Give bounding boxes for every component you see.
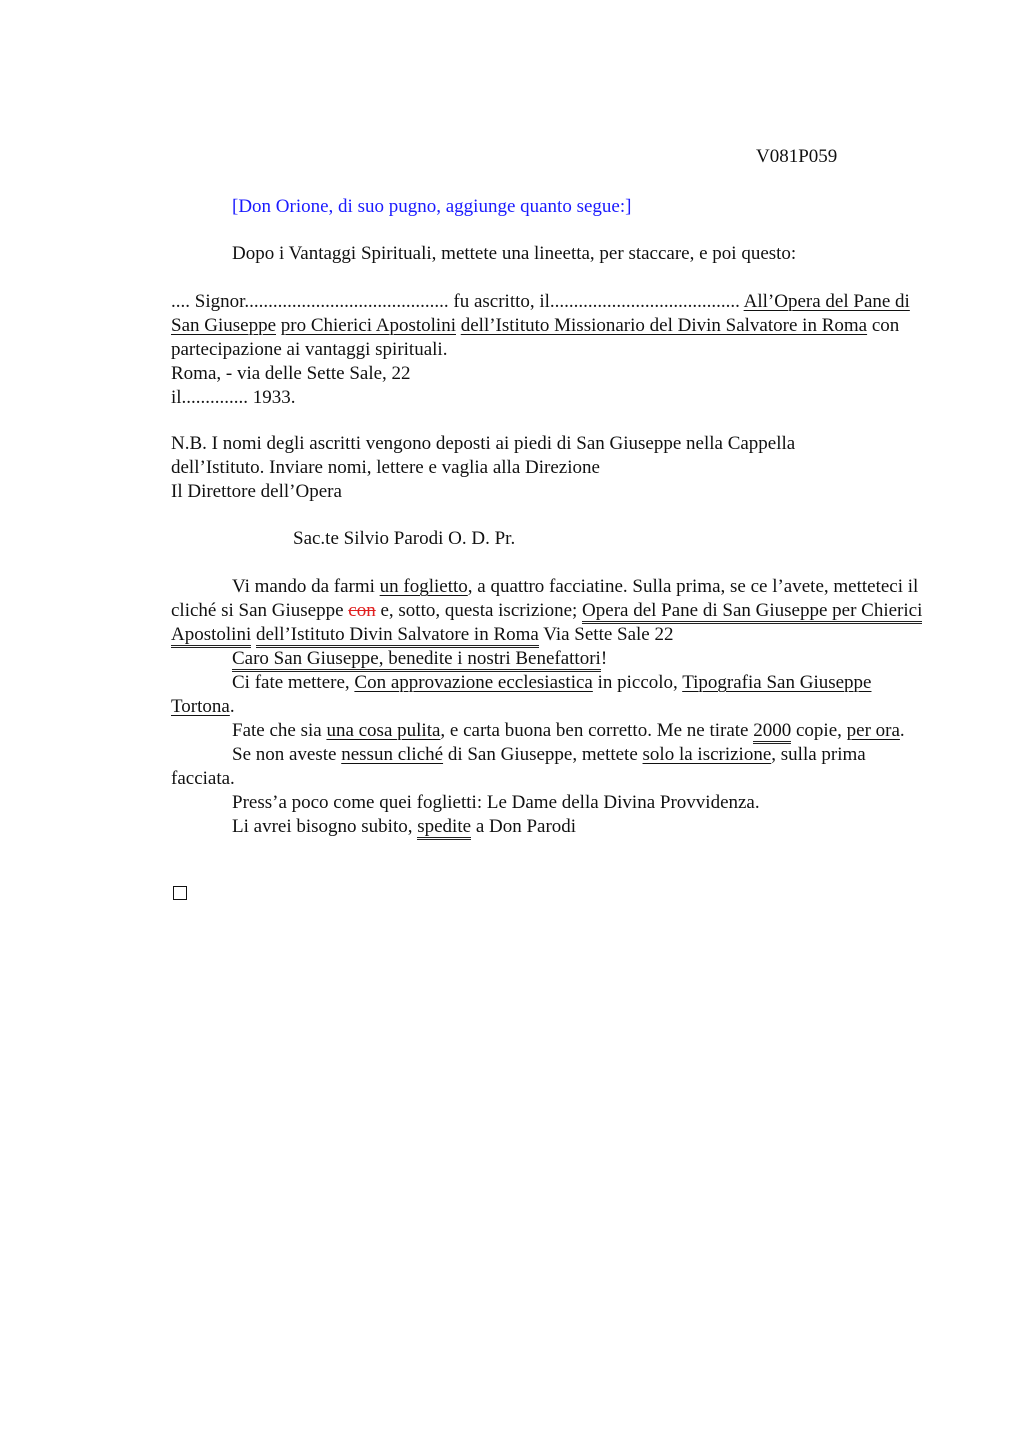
double-underlined-2000: 2000 bbox=[753, 720, 791, 744]
form-address: Roma, - via delle Sette Sale, 22 bbox=[171, 363, 411, 384]
underlined-iscrizione: solo la iscrizione bbox=[642, 744, 772, 765]
form-text: .... Signor........................................... fu ascritto, il........................................ bbox=[171, 291, 744, 312]
form-date: il.............. 1933. bbox=[171, 387, 296, 408]
underlined-per-ora: per ora bbox=[846, 720, 900, 741]
checkbox-square-icon bbox=[173, 886, 187, 900]
underlined-approvazione: Con approvazione ecclesiastica bbox=[354, 672, 593, 693]
underlined-chierici: pro Chierici Apostolini bbox=[280, 315, 456, 336]
body-paragraph-3: Ci fate mettere, Con approvazione ecclesiastica in piccolo, Tipografia San Giuseppe Tortona. bbox=[171, 672, 872, 717]
enrollment-form-text bbox=[171, 290, 931, 410]
underlined-foglietto: un foglietto bbox=[379, 576, 468, 597]
underlined-tipografia: Tipografia San Giuseppe Tortona bbox=[171, 672, 872, 717]
editor-note: [Don Orione, di suo pugno, aggiunge quanto segue:] bbox=[232, 196, 632, 217]
double-underlined-spedite: spedite bbox=[417, 816, 471, 840]
double-underlined-opera: Opera del Pane di San Giuseppe per Chierici Apostolini bbox=[171, 600, 922, 648]
double-underlined-caro: Caro San Giuseppe, benedite i nostri Benefattori bbox=[232, 648, 601, 672]
nb-note bbox=[171, 432, 931, 504]
body-paragraph-5: Se non aveste nessun cliché di San Giuseppe, mettete solo la iscrizione, sulla prima facciata. bbox=[171, 744, 866, 789]
struck-word: con bbox=[348, 600, 376, 621]
underlined-opera: All’Opera del Pane di San Giuseppe bbox=[171, 291, 910, 336]
underlined-pulita: una cosa pulita bbox=[326, 720, 441, 741]
intro-paragraph: Dopo i Vantaggi Spirituali, mettete una lineetta, per staccare, e poi questo: bbox=[232, 243, 797, 264]
form-text-end: con partecipazione ai vantaggi spirituali. bbox=[171, 315, 900, 360]
body-paragraph-2: Caro San Giuseppe, benedite i nostri Benefattori! bbox=[171, 647, 931, 671]
underlined-cliche: nessun cliché bbox=[341, 744, 444, 765]
document-code: V081P059 bbox=[756, 146, 838, 167]
signature: Sac.te Silvio Parodi O. D. Pr. bbox=[293, 528, 516, 549]
underlined-istituto: dell’Istituto Missionario del Divin Salvatore in Roma bbox=[460, 315, 868, 336]
letter-body bbox=[171, 575, 931, 839]
nb-line-3: Il Direttore dell’Opera bbox=[171, 481, 342, 502]
nb-line-1: N.B. I nomi degli ascritti vengono deposti ai piedi di San Giuseppe nella Cappella bbox=[171, 433, 796, 454]
body-paragraph-7: Li avrei bisogno subito, spedite a Don Parodi bbox=[171, 815, 931, 839]
body-paragraph-4: Fate che sia una cosa pulita, e carta buona ben corretto. Me ne tirate 2000 copie, per ora. bbox=[171, 719, 931, 743]
body-paragraph-1: Vi mando da farmi un foglietto, a quattro facciatine. Sulla prima, se ce l’avete, metteteci il cliché si San Giuseppe con e, sotto, questa iscrizione; Opera del Pane di San Giuseppe per Chierici Apostolini dell’Istituto Divin Salvatore in Roma Via Sette Sale 22 bbox=[171, 575, 931, 647]
double-underlined-istituto: dell’Istituto Divin Salvatore in Roma bbox=[256, 624, 539, 648]
nb-line-2: dell’Istituto. Inviare nomi, lettere e vaglia alla Direzione bbox=[171, 457, 600, 478]
body-paragraph-6: Press’a poco come quei foglietti: Le Dame della Divina Provvidenza. bbox=[232, 792, 760, 813]
